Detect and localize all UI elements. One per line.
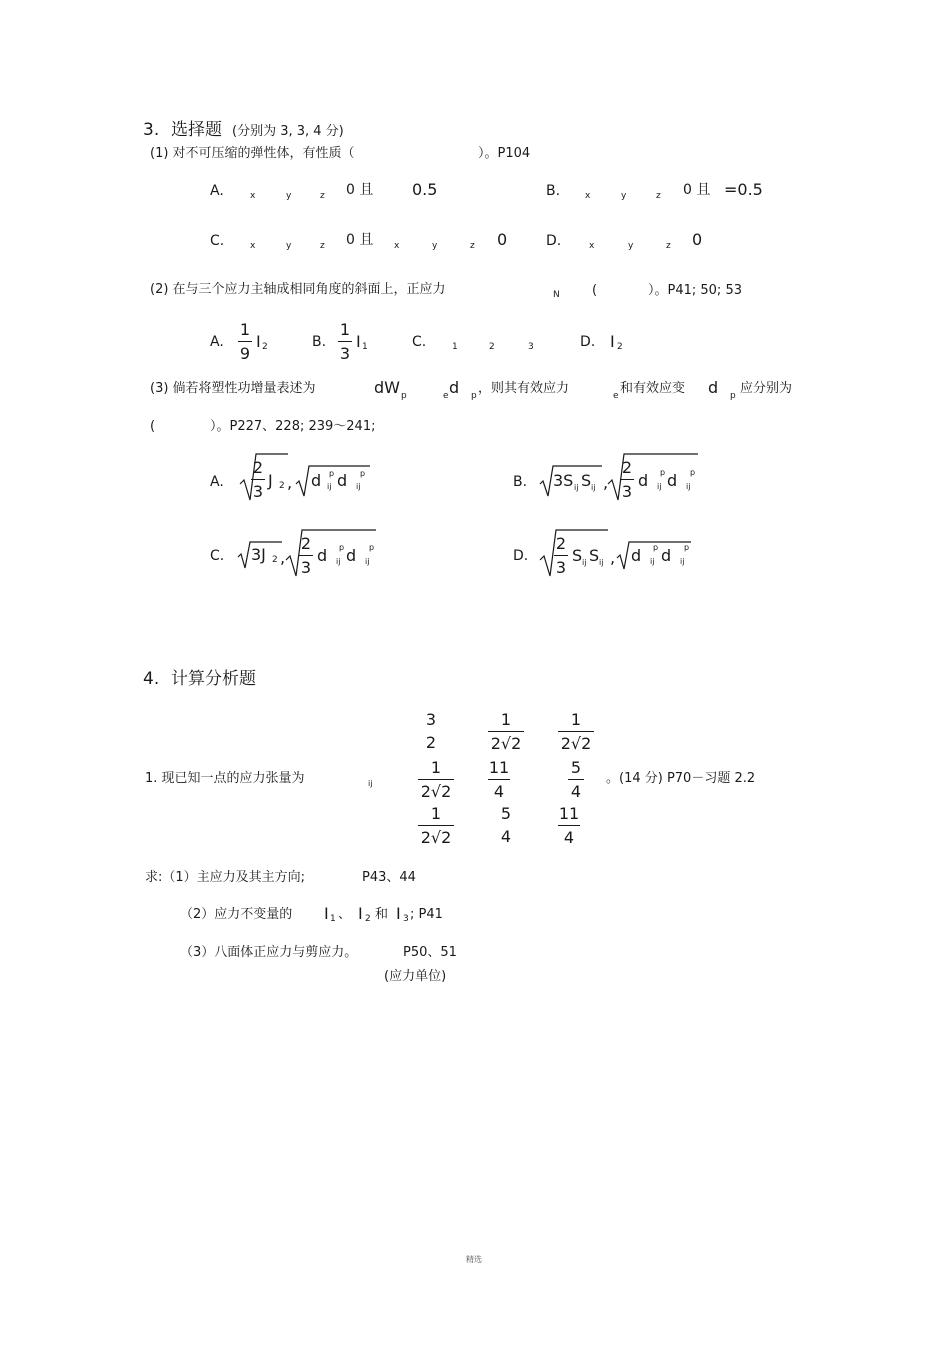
invariant-i2-sub: 2	[365, 914, 371, 924]
ij-sub: ij	[365, 557, 370, 566]
problem-suffix: 。(14 分) P70－习题 2.2	[606, 771, 756, 786]
requirement-3-ref: P50、51	[403, 945, 457, 960]
invariant-i3-sub: 3	[403, 914, 409, 924]
sigma-z-sub: z	[656, 191, 661, 201]
requirement-2-ref: ; P41	[410, 907, 443, 922]
d-symbol: d	[667, 471, 678, 490]
p-sup: p	[684, 543, 690, 552]
matrix-cell: 11 4	[488, 758, 510, 801]
d-symbol: d	[317, 546, 328, 565]
option-label: B.	[513, 474, 528, 490]
requirement-1-ref: P43、44	[362, 870, 416, 885]
d-symbol: d	[638, 471, 649, 490]
section4-title: 计算分析题	[171, 669, 256, 689]
q2-prompt: (2) 在与三个应力主轴成相同角度的斜面上，正应力	[150, 282, 446, 297]
invariant-i: I	[256, 332, 261, 351]
option-label: D.	[513, 548, 529, 564]
eps-z-sub: z	[470, 241, 475, 251]
invariant-i2: I	[358, 904, 363, 923]
ij-sub: ij	[582, 558, 587, 567]
relation: 0 且	[346, 232, 374, 248]
option-label: C.	[210, 548, 225, 564]
ij-sub: ij	[657, 482, 662, 491]
invariant-i1: I	[324, 904, 329, 923]
option-label: C.	[412, 334, 427, 350]
matrix-cell: 11 4	[558, 804, 580, 847]
eps-p-sub: p	[471, 391, 477, 401]
relation: 0 且	[346, 182, 374, 198]
ij-sub: ij	[686, 482, 691, 491]
comma: ,	[280, 548, 286, 567]
relation: 0 且	[683, 182, 711, 198]
option-label: C.	[210, 233, 225, 249]
ij-sub: ij	[574, 483, 579, 492]
section3-note: (分别为 3, 3, 4 分)	[232, 124, 344, 139]
separator: 、	[338, 907, 352, 922]
fraction: 1 9	[239, 320, 251, 363]
three-s: 3S	[553, 471, 574, 490]
sigma-x-sub: x	[250, 191, 256, 201]
q2-paren: (	[592, 283, 598, 298]
q3-line2-close: ）。P227、228; 239～241;	[210, 419, 376, 434]
eps-z-sub: z	[666, 241, 671, 251]
q2-close: ）。P41; 50; 53	[648, 283, 742, 298]
section4-number: 4.	[143, 669, 160, 689]
matrix-cell: 3 2	[425, 710, 437, 752]
invariant-i: I	[356, 332, 361, 351]
ij-sub: ij	[327, 482, 332, 491]
sqrt-sign	[240, 452, 293, 502]
sigma-y-sub: y	[286, 241, 292, 251]
s-symbol: S	[581, 471, 592, 490]
q3-prompt: (3) 倘若将塑性功增量表述为	[150, 381, 316, 396]
j-sub: 2	[279, 481, 285, 491]
value: 0	[497, 230, 508, 249]
eps-x-sub: x	[589, 241, 595, 251]
p-sup: p	[660, 468, 666, 477]
d-symbol: d	[346, 546, 357, 565]
option-label: D.	[546, 233, 562, 249]
matrix-cell: 5 4	[568, 760, 584, 800]
unit-note: (应力单位)	[384, 969, 447, 984]
q1-prompt: (1) 对不可压缩的弹性体，有性质（	[150, 146, 355, 161]
ij-sub: ij	[356, 482, 361, 491]
option-label: A.	[210, 474, 224, 490]
value: 0	[692, 230, 703, 249]
ij-sub: ij	[650, 557, 655, 566]
p-sup: p	[339, 543, 345, 552]
option-label: B.	[546, 183, 561, 199]
section3-title: 选择题	[171, 120, 222, 140]
d-eps: d	[449, 378, 460, 397]
matrix-cell: 1 2√2	[558, 712, 594, 752]
invariant-sub: 2	[262, 342, 268, 352]
sigma-z-sub: z	[320, 191, 325, 201]
sigma-e-sub: e	[443, 391, 449, 401]
sigma-y-sub: y	[286, 191, 292, 201]
dwp-sub: p	[401, 391, 407, 401]
p-sup: p	[690, 468, 696, 477]
dwp: dW	[374, 378, 400, 397]
sigma-2-sub: 2	[489, 342, 495, 352]
sigma-x-sub: x	[585, 191, 591, 201]
poisson-value: =0.5	[724, 180, 763, 199]
eps-p-sub-2: p	[730, 391, 736, 401]
p-sup: p	[360, 469, 366, 478]
sigma-z-sub: z	[320, 241, 325, 251]
footer-label: 精选	[466, 1255, 482, 1264]
option-label: A.	[210, 334, 224, 350]
matrix-cell: 5 4	[500, 804, 512, 846]
invariant-i3: I	[396, 904, 401, 923]
and-word: 和	[375, 907, 389, 922]
option-label: B.	[312, 334, 327, 350]
p-sup: p	[653, 543, 659, 552]
invariant-i: I	[610, 332, 615, 351]
q3-tail: 应分别为	[740, 381, 793, 396]
comma: ,	[610, 548, 616, 567]
requirement-1: 求:（1）主应力及其主方向;	[145, 870, 306, 885]
fraction: 2 3	[621, 458, 633, 501]
fraction: 1 3	[339, 320, 351, 363]
ij-sub: ij	[591, 483, 596, 492]
poisson-value: 0.5	[412, 180, 438, 199]
sigma-1-sub: 1	[452, 342, 458, 352]
eps-y-sub: y	[628, 241, 634, 251]
q1-close: ）。P104	[478, 146, 531, 161]
requirement-2: （2）应力不变量的	[180, 907, 293, 922]
problem-prefix: 1. 现已知一点的应力张量为	[145, 771, 305, 786]
section3-number: 3.	[143, 120, 160, 140]
d-symbol: d	[661, 546, 672, 565]
option-label: A.	[210, 183, 224, 199]
ij-sub: ij	[680, 557, 685, 566]
s-symbol: S	[589, 546, 600, 565]
comma: ,	[603, 473, 609, 492]
q3-middle: ，则其有效应力	[478, 381, 570, 396]
option-label: D.	[580, 334, 596, 350]
j-symbol: J	[268, 471, 273, 490]
fraction: 2 3	[555, 534, 567, 577]
fraction: 2 3	[252, 458, 264, 501]
eps-x-sub: x	[394, 241, 400, 251]
matrix-cell: 1 2√2	[418, 760, 454, 800]
sigma-3-sub: 3	[528, 342, 534, 352]
p-sup: p	[369, 543, 375, 552]
eps-y-sub: y	[432, 241, 438, 251]
sigma-e-sub-2: e	[613, 391, 619, 401]
d-symbol: d	[337, 471, 348, 490]
p-sup: p	[329, 469, 335, 478]
d-eps-2: d	[708, 378, 719, 397]
invariant-sub: 1	[362, 342, 368, 352]
fraction: 2 3	[300, 534, 312, 577]
three-j: 3J	[251, 545, 266, 564]
s-symbol: S	[572, 546, 583, 565]
q3-and: 和有效应变	[620, 381, 686, 396]
invariant-i1-sub: 1	[330, 914, 336, 924]
comma: ,	[287, 473, 293, 492]
sigma-x-sub: x	[250, 241, 256, 251]
requirement-3: （3）八面体正应力与剪应力。	[180, 945, 358, 960]
matrix-cell: 1 2√2	[418, 806, 454, 846]
sigma-n-sub: N	[553, 290, 560, 300]
q3-line2-open: (	[150, 419, 156, 434]
ij-sub: ij	[336, 557, 341, 566]
j-sub: 2	[272, 555, 278, 565]
d-symbol: d	[631, 546, 642, 565]
sigma-y-sub: y	[621, 191, 627, 201]
d-symbol: d	[311, 471, 322, 490]
invariant-sub: 2	[617, 342, 623, 352]
ij-sub: ij	[599, 558, 604, 567]
sigma-ij-sub: ij	[368, 779, 373, 788]
matrix-cell: 1 2√2	[488, 712, 524, 752]
